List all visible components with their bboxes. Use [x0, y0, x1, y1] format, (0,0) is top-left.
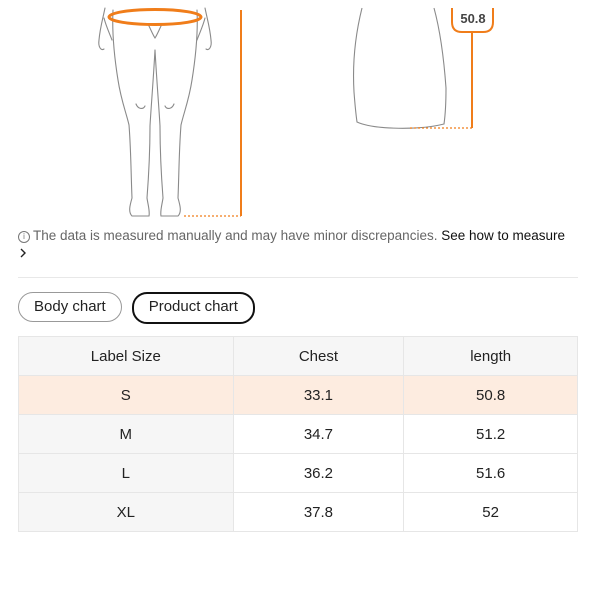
info-icon: i — [18, 231, 30, 243]
length-cell: 51.6 — [404, 454, 578, 493]
length-cell: 52 — [404, 493, 578, 532]
measurement-note — [18, 227, 588, 259]
measurement-illustration — [0, 0, 610, 222]
chest-cell: 37.8 — [233, 493, 404, 532]
size-cell: M — [19, 415, 234, 454]
chest-cell: 33.1 — [233, 376, 404, 415]
note-text: The data is measured manually and may have minor discrepancies. — [33, 228, 438, 243]
table-row[interactable] — [19, 493, 578, 532]
table-header-row — [19, 337, 578, 376]
length-cell: 51.2 — [404, 415, 578, 454]
size-cell: XL — [19, 493, 234, 532]
dress-outline — [354, 8, 446, 128]
chest-cell: 34.7 — [233, 415, 404, 454]
body-figure — [99, 8, 211, 216]
divider — [18, 277, 578, 278]
table-row[interactable] — [19, 415, 578, 454]
table-row[interactable] — [19, 454, 578, 493]
see-how-to-measure-link[interactable]: See how to measure — [441, 228, 566, 243]
header-chest: Chest — [233, 337, 404, 376]
header-length: length — [404, 337, 578, 376]
table-row[interactable] — [19, 376, 578, 415]
tab-product-chart[interactable]: Product chart — [132, 292, 255, 324]
chevron-right-icon[interactable] — [18, 247, 28, 259]
size-cell: L — [19, 454, 234, 493]
tab-body-chart[interactable]: Body chart — [18, 292, 122, 322]
length-badge-value: 50.8 — [460, 11, 486, 26]
length-cell: 50.8 — [404, 376, 578, 415]
header-label-size: Label Size — [19, 337, 234, 376]
chest-cell: 36.2 — [233, 454, 404, 493]
chart-tabs — [18, 292, 255, 324]
waist-measure-line — [109, 10, 201, 25]
size-table — [18, 336, 578, 532]
size-cell: S — [19, 376, 234, 415]
